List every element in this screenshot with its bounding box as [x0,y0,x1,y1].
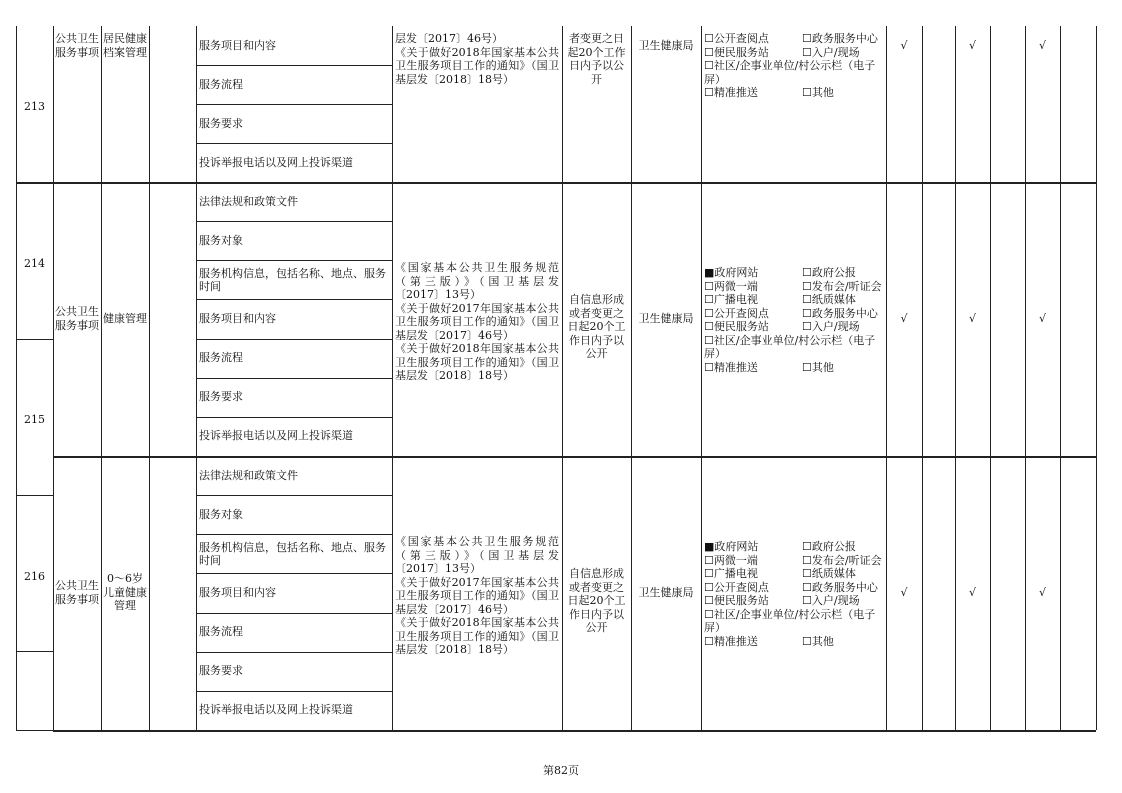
row-number: 216 [24,570,45,583]
item-label: 服务项目和内容 [199,586,276,599]
row-number: 215 [24,413,45,426]
channel-option: ☐社区/企事业单位/村公示栏（电子屏） [704,59,876,86]
item-label: 服务机构信息，包括名称、地点、服务时间 [199,266,386,294]
channel-option: ☐政府公报 [802,540,856,553]
channel-option: ☐发布会/听证会 [802,279,882,293]
column-rule [149,26,150,730]
column-rule [990,26,991,730]
subcategory-cell: 健康管理 [103,312,147,325]
channel-option: ☐入户/现场 [802,45,860,59]
number-cell-rule [16,339,53,340]
channel-option: ☐便民服务站 [704,320,769,333]
column-rule [101,26,102,730]
number-cell-rule [16,651,53,652]
item-label: 服务对象 [199,507,243,521]
column-rule [562,26,563,730]
channel-option: ☐公开查阅点 [704,580,769,594]
item-label: 服务流程 [199,351,243,365]
item-rule [196,417,392,418]
check-mark: √ [968,586,976,599]
row-separator [16,182,1096,184]
check-mark: √ [900,39,908,52]
channel-option: ■政府网站 [704,266,759,279]
channel-option: ☐政务服务中心 [802,32,878,45]
item-rule [196,495,392,496]
channel-option: ☐纸质媒体 [802,293,856,306]
item-rule [196,221,392,222]
column-rule [392,26,393,730]
column-rule [922,26,923,730]
channel-option: ☐两微一端 [704,279,758,293]
channel-option: ☐广播电视 [704,293,758,306]
check-mark: √ [1038,312,1046,325]
item-rule [196,339,392,340]
channel-option: ☐其他 [802,360,834,374]
item-rule [196,104,392,105]
channel-option: ☐便民服务站 [704,45,769,59]
page-number: 第82页 [543,764,579,777]
channel-option: ☐政务服务中心 [802,306,878,320]
item-label: 服务流程 [199,77,243,91]
channel-option: ☐纸质媒体 [802,567,856,580]
policy-basis: 《国家基本公共卫生服务规范（第三版）》（国卫基层发〔2017〕13号） 《关于做好2017年国家基本公共卫生服务项目工作的通知》（国卫基层发〔2017〕46号） 《关于做好2018年国家基本公共卫生服务项目工作的通知》（国卫基层发〔2018〕18号） [395,535,559,656]
column-rule [1060,26,1061,730]
item-label: 服务要求 [199,664,243,678]
item-label: 投诉举报电话以及网上投诉渠道 [199,703,353,717]
channel-option: ☐公开查阅点 [704,306,769,320]
channel-option: ☐社区/企事业单位/村公示栏（电子屏） [704,607,876,634]
item-rule [196,378,392,379]
row-separator [53,730,1096,732]
column-rule [53,26,54,730]
column-rule [16,26,17,730]
item-rule [196,573,392,574]
channel-option: ☐政府公报 [802,266,856,279]
check-mark: √ [968,39,976,52]
category-cell: 公共卫生服务事项 [55,32,99,59]
disclosure-time: 者变更之日起20个工作日内予以公开 [567,32,626,86]
item-label: 法律法规和政策文件 [199,468,298,482]
responsible-department: 卫生健康局 [638,312,694,325]
item-rule [196,299,392,300]
item-label: 法律法规和政策文件 [199,194,298,208]
column-rule [1025,26,1026,730]
item-label: 服务项目和内容 [199,38,276,52]
item-rule [196,65,392,66]
category-cell: 公共卫生服务事项 [55,579,99,606]
row-number: 214 [24,257,45,270]
column-rule [886,26,887,730]
channel-option: ☐发布会/听证会 [802,553,882,567]
row-separator [53,456,1096,458]
channel-option: ☐其他 [802,86,834,99]
item-label: 投诉举报电话以及网上投诉渠道 [199,155,353,169]
item-rule [196,691,392,692]
policy-basis: 层发〔2017〕46号） 《关于做好2018年国家基本公共卫生服务项目工作的通知》（国卫基层发〔2018〕18号） [395,32,559,86]
item-label: 服务流程 [199,625,243,639]
category-cell: 公共卫生服务事项 [55,305,99,332]
item-rule [196,613,392,614]
check-mark: √ [1038,39,1046,52]
item-label: 服务要求 [199,116,243,130]
item-rule [196,260,392,261]
channel-option: ■政府网站 [704,540,759,553]
item-label: 服务项目和内容 [199,312,276,325]
number-cell-rule [16,730,53,731]
column-rule [701,26,702,730]
item-rule [196,652,392,653]
column-rule [1096,26,1097,730]
channel-option: ☐社区/企事业单位/村公示栏（电子屏） [704,333,876,360]
channel-option: ☐其他 [802,634,834,648]
item-label: 服务机构信息，包括名称、地点、服务时间 [199,540,386,568]
channel-option: ☐入户/现场 [802,320,860,333]
item-label: 投诉举报电话以及网上投诉渠道 [199,429,353,443]
item-label: 服务对象 [199,233,243,247]
channel-option: ☐政务服务中心 [802,580,878,594]
item-label: 服务要求 [199,390,243,404]
row-number: 213 [24,100,45,113]
channel-option: ☐入户/现场 [802,594,860,607]
column-rule [631,26,632,730]
channel-option: ☐公开查阅点 [704,32,769,45]
check-mark: √ [1038,586,1046,599]
channel-option: ☐精准推送 [704,86,758,99]
channel-option: ☐精准推送 [704,634,758,648]
responsible-department: 卫生健康局 [638,586,694,599]
number-cell-rule [16,495,53,496]
channel-option: ☐便民服务站 [704,594,769,607]
subcategory-cell: 居民健康档案管理 [103,32,147,59]
check-mark: √ [968,312,976,325]
responsible-department: 卫生健康局 [638,39,694,52]
check-mark: √ [900,312,908,325]
item-rule [196,534,392,535]
check-mark: √ [900,586,908,599]
disclosure-time: 自信息形成或者变更之日起20个工作日内予以公开 [567,567,626,634]
channel-option: ☐两微一端 [704,553,758,567]
policy-basis: 《国家基本公共卫生服务规范（第三版）》（国卫基层发〔2017〕13号） 《关于做好2017年国家基本公共卫生服务项目工作的通知》（国卫基层发〔2017〕46号） 《关于做好2018年国家基本公共卫生服务项目工作的通知》（国卫基层发〔2018〕18号） [395,261,559,382]
subcategory-cell: 0～6岁儿童健康管理 [103,572,147,612]
item-rule [196,143,392,144]
column-rule [955,26,956,730]
disclosure-time: 自信息形成或者变更之日起20个工作日内予以公开 [567,293,626,360]
channel-option: ☐广播电视 [704,567,758,580]
channel-option: ☐精准推送 [704,360,758,374]
